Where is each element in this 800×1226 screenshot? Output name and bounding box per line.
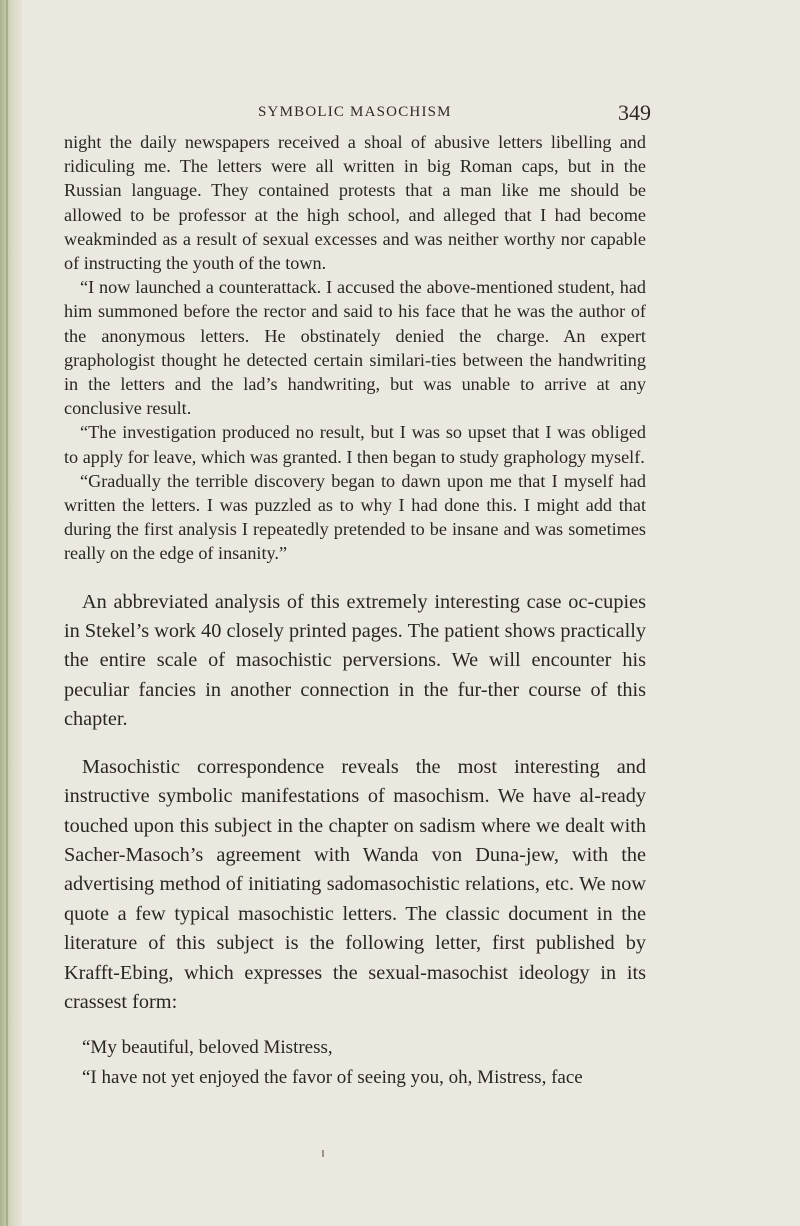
paragraph-2: “I now launched a counterattack. I accused the above-mentioned student, had him summoned before the rector and said to his face that he was the author of the anonymous letters. He obstinately denied the charge. An expert graphologist thought he detected certain similari-ties between the handwriting in the letters and the lad’s handwriting, but was unable to arrive at any conclusive result. xyxy=(64,277,646,419)
letter-salutation: “My beautiful, beloved Mistress, xyxy=(82,1037,333,1059)
page-number: 349 xyxy=(618,100,651,125)
paragraph-4: “Gradually the terrible discovery began to dawn upon me that I myself had written the letters. I was puzzled as to why I had done this. I might add that during the first analysis I repeatedly pretended to be insane and was sometimes really on the edge of insanity.” xyxy=(64,470,646,564)
paragraph-1: night the daily newspapers received a shoal of abusive letters libelling and ridiculing me. The letters were all written in big Roman caps, but in the Russian language. They contained protests that a man like me should be allowed to be professor at the high school, and alleged that I had become weakminded as a result of sexual excesses and was neither worthy nor capable of instructing the youth of the town. xyxy=(64,132,646,274)
letter-first-line: “I have not yet enjoyed the favor of seeing you, oh, Mistress, face xyxy=(82,1067,583,1089)
paragraph-5: An abbreviated analysis of this extremely interesting case oc-cupies in Stekel’s work 40 closely printed pages. The patient shows practically the entire scale of masochistic perversions. We will encounter his peculiar fancies in another connection in the fur-ther course of this chapter. xyxy=(64,590,646,731)
paragraph-6: Masochistic correspondence reveals the most interesting and instructive symbolic manifestations of masochism. We have al-ready touched upon this subject in the chapter on sadism where we dealt with Sacher-Masoch’s agreement with Wanda von Duna-jew, with the advertising method of initiating sadomasochistic relations, etc. We now quote a few typical masochistic letters. The classic document in the literature of this subject is the following letter, first published by Krafft-Ebing, which expresses the sexual-masochist ideology in its crassest form: xyxy=(64,755,646,1013)
spine-shadow-line xyxy=(6,0,8,1226)
page-body xyxy=(64,130,646,1093)
book-spine-edge xyxy=(0,0,22,1226)
stray-ink-mark xyxy=(322,1150,324,1157)
paragraph-3: “The investigation produced no result, but I was so upset that I was obliged to apply for leave, which was granted. I then began to study graphology myself. xyxy=(64,422,646,467)
running-head: SYMBOLIC MASOCHISM xyxy=(258,104,452,120)
